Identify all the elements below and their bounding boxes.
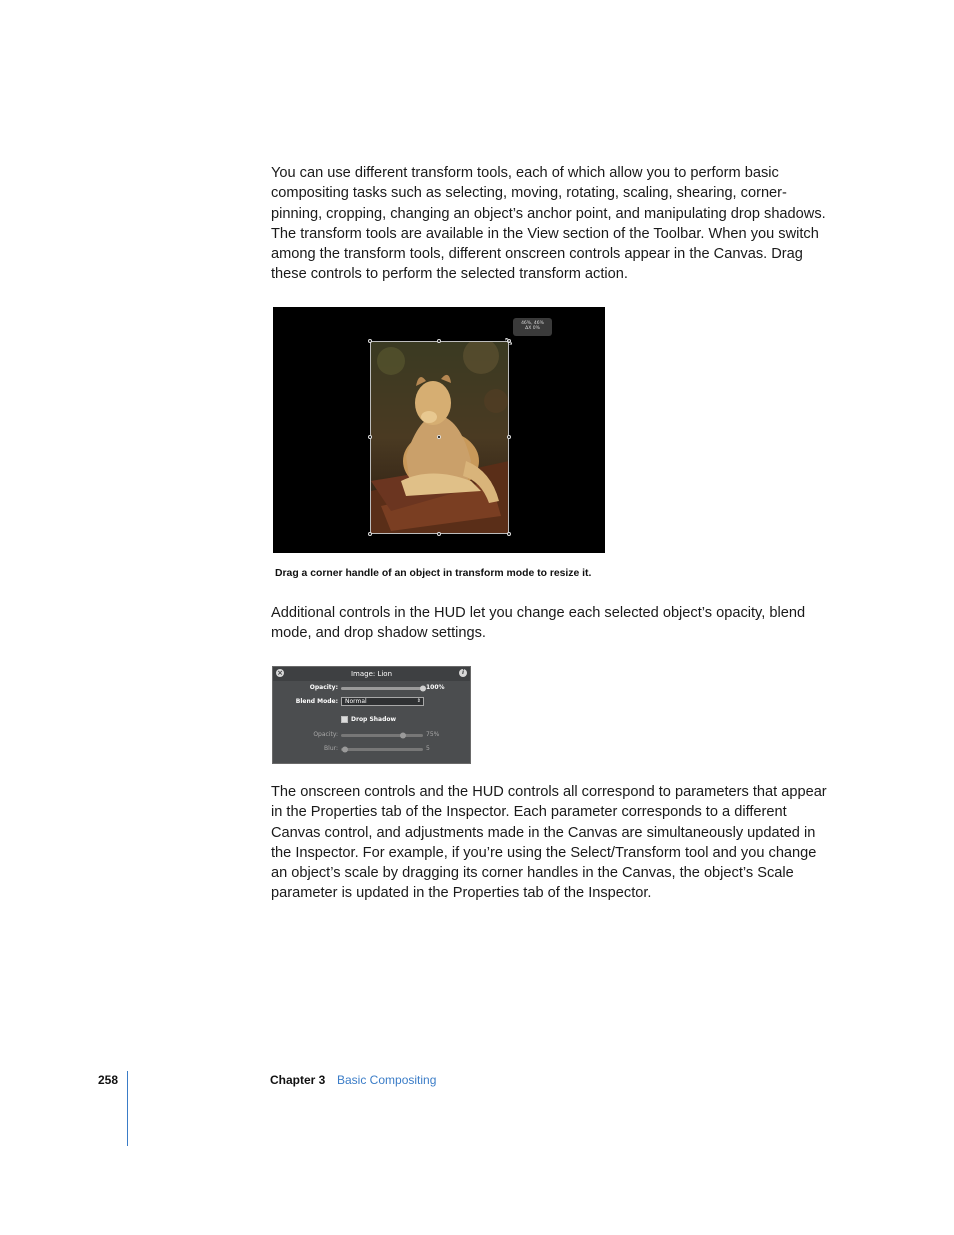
margin-rule	[127, 1071, 128, 1146]
blend-mode-label: Blend Mode:	[295, 698, 338, 705]
shadow-opacity-value: 75%	[426, 731, 440, 738]
opacity-slider[interactable]	[341, 687, 423, 690]
shadow-opacity-slider-thumb[interactable]	[400, 733, 406, 739]
hud-title-bar	[273, 667, 470, 681]
body-paragraph-inspector: The onscreen controls and the HUD controls all correspond to parameters that appear in the Properties tab of the Inspector. Each parameter corresponds to a different Canvas control, and adjustments made in the Canvas are simultaneously updated in the Inspector. For example, if you’re using the Select/Transform tool and you change an object’s scale by dragging its corner handles in the Canvas, the object’s Scale parameter is updated in the Properties tab of the Inspector.	[271, 784, 827, 902]
edge-handle-left[interactable]	[368, 435, 372, 439]
blur-slider[interactable]	[341, 748, 423, 751]
canvas-screenshot	[273, 307, 605, 553]
shadow-opacity-label: Opacity:	[313, 731, 338, 738]
edge-handle-top[interactable]	[437, 339, 441, 343]
blur-value: 5	[426, 745, 430, 752]
page-number: 258	[98, 1073, 119, 1087]
hud-panel	[272, 666, 471, 764]
chapter-title: Basic Compositing	[337, 1073, 437, 1087]
scale-tooltip	[513, 318, 552, 336]
body-paragraph-hud: Additional controls in the HUD let you change each selected object’s opacity, blend mode, and drop shadow settings.	[271, 605, 806, 642]
hud-title: Image: Lion	[350, 670, 393, 678]
blend-mode-select[interactable]	[341, 697, 424, 706]
opacity-label: Opacity:	[309, 684, 338, 691]
drop-shadow-label: Drop Shadow	[351, 716, 397, 723]
anchor-point-handle[interactable]	[437, 435, 441, 439]
edge-handle-bottom[interactable]	[437, 532, 441, 536]
resize-cursor-icon: ⤡	[505, 336, 513, 346]
tooltip-line-2: ΔX 0%	[525, 326, 540, 332]
chevron-updown-icon: ⇕	[416, 698, 421, 704]
blur-slider-thumb[interactable]	[342, 747, 348, 753]
tooltip-line-1: 46%, 46%	[521, 321, 544, 326]
blur-label: Blur:	[324, 745, 338, 752]
figure-caption: Drag a corner handle of an object in transform mode to resize it.	[275, 568, 592, 579]
corner-handle-bottom-left[interactable]	[368, 532, 372, 536]
close-icon[interactable]: ×	[277, 669, 283, 677]
shadow-opacity-slider[interactable]	[341, 734, 423, 737]
opacity-value: 100%	[426, 684, 445, 691]
corner-handle-bottom-right[interactable]	[507, 532, 511, 536]
corner-handle-top-left[interactable]	[368, 339, 372, 343]
info-icon[interactable]: i	[459, 669, 467, 677]
chapter-label: Chapter 3	[270, 1073, 326, 1087]
body-paragraph-transform-tools: You can use different transform tools, each of which allow you to perform basic compositing tasks such as selecting, moving, rotating, scaling, shearing, corner-pinning, cropping, changing an object’s anchor point, and manipulating drop shadows. The transform tools are available in the View section of the Toolbar. When you switch among the transform tools, different onscreen controls appear in the Canvas. Drag these controls to perform the selected transform action.	[271, 165, 826, 283]
drop-shadow-checkbox[interactable]	[341, 716, 348, 723]
blend-mode-value: Normal	[345, 698, 367, 705]
edge-handle-right[interactable]	[507, 435, 511, 439]
